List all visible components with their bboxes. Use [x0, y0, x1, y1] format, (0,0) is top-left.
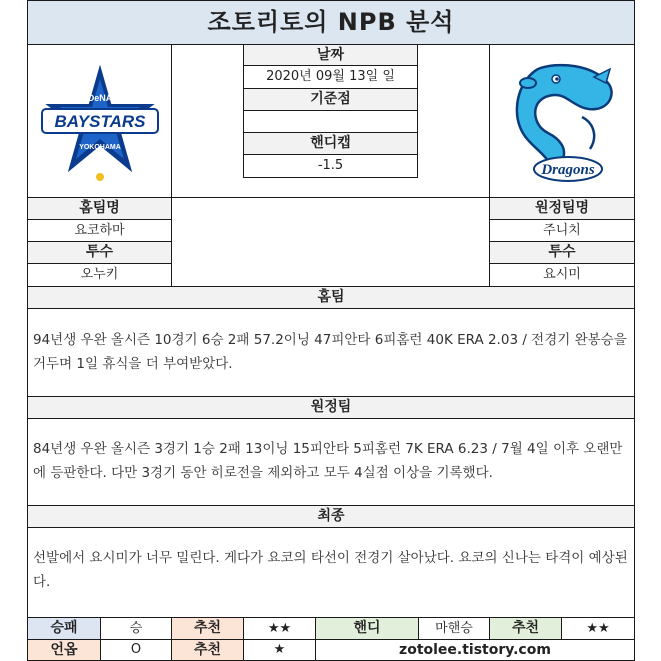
handicap-pick-label: 핸디: [315, 617, 419, 640]
dragons-logo: [498, 57, 628, 187]
home-analysis-text: 94년생 우완 올시즌 10경기 6승 2패 57.2이닝 47피안타 6피홈런 40K ERA 2.03 / 전경기 완봉승을 거두며 1일 휴식을 더 부여받았다.: [33, 332, 627, 372]
handicap-label: 핸디캡: [243, 132, 418, 155]
final-analysis-text: 선발에서 요시미가 너무 밀린다. 게다가 요코의 타선이 전경기 살아났다. 요코의 신나는 타격이 예상된다.: [33, 550, 628, 590]
away-section-title: 원정팀: [27, 396, 635, 419]
home-team-name: 요코하마: [27, 219, 172, 242]
center-blank-cell: [171, 197, 490, 287]
right-border: [634, 308, 635, 618]
away-team-label: 원정팀명: [489, 197, 635, 220]
over-under-label: 언옵: [27, 639, 101, 661]
date-label: 날짜: [243, 44, 418, 66]
page-title: 조토리토의 NPB 분석: [27, 0, 635, 45]
base-value: [243, 110, 418, 133]
away-analysis-text: 84년생 우완 올시즌 3경기 1승 2패 13이닝 15피안타 5피홈런 7K ERA 6.23 / 7월 4일 이후 오랜만에 등판한다. 다만 3경기 동안 히로전을 제외하고 모두 4실점 이상을 기록했다.: [33, 441, 623, 481]
home-team-label: 홈팀명: [27, 197, 172, 220]
home-pitcher-label: 투수: [27, 241, 172, 264]
over-under-value: O: [100, 639, 172, 661]
base-label: 기준점: [243, 88, 418, 111]
away-team-name: 주니치: [489, 219, 635, 242]
home-logo-panel: [27, 44, 172, 198]
left-border: [27, 308, 28, 618]
result-value: 승: [100, 617, 172, 640]
baystars-logo-main-text: BAYSTARS: [54, 112, 146, 131]
home-section-title: 홈팀: [27, 286, 635, 309]
away-pitcher-label: 투수: [489, 241, 635, 264]
date-value: 2020년 09월 13일 일: [243, 65, 418, 89]
dragons-logo-text: Dragons: [541, 162, 595, 178]
result-recommend-stars: ★★: [243, 617, 316, 640]
away-logo-panel: [489, 44, 635, 198]
home-pitcher-name: 오누키: [27, 263, 172, 287]
baystars-logo: [36, 57, 164, 185]
result-recommend-label: 추천: [171, 617, 244, 640]
handicap-pick-value: 마핸승: [418, 617, 490, 640]
baystars-logo-top-text: DeNA: [87, 93, 113, 103]
handicap-recommend-label: 추천: [489, 617, 562, 640]
over-under-recommend-stars: ★: [243, 639, 316, 661]
final-section-title: 최종: [27, 505, 635, 528]
site-link[interactable]: zotolee.tistory.com: [315, 639, 635, 661]
baystars-logo-bottom-text: YOKOHAMA: [79, 144, 121, 151]
handicap-value: -1.5: [243, 154, 418, 178]
handicap-recommend-stars: ★★: [561, 617, 635, 640]
result-label: 승패: [27, 617, 101, 640]
away-pitcher-name: 요시미: [489, 263, 635, 287]
over-under-recommend-label: 추천: [171, 639, 244, 661]
